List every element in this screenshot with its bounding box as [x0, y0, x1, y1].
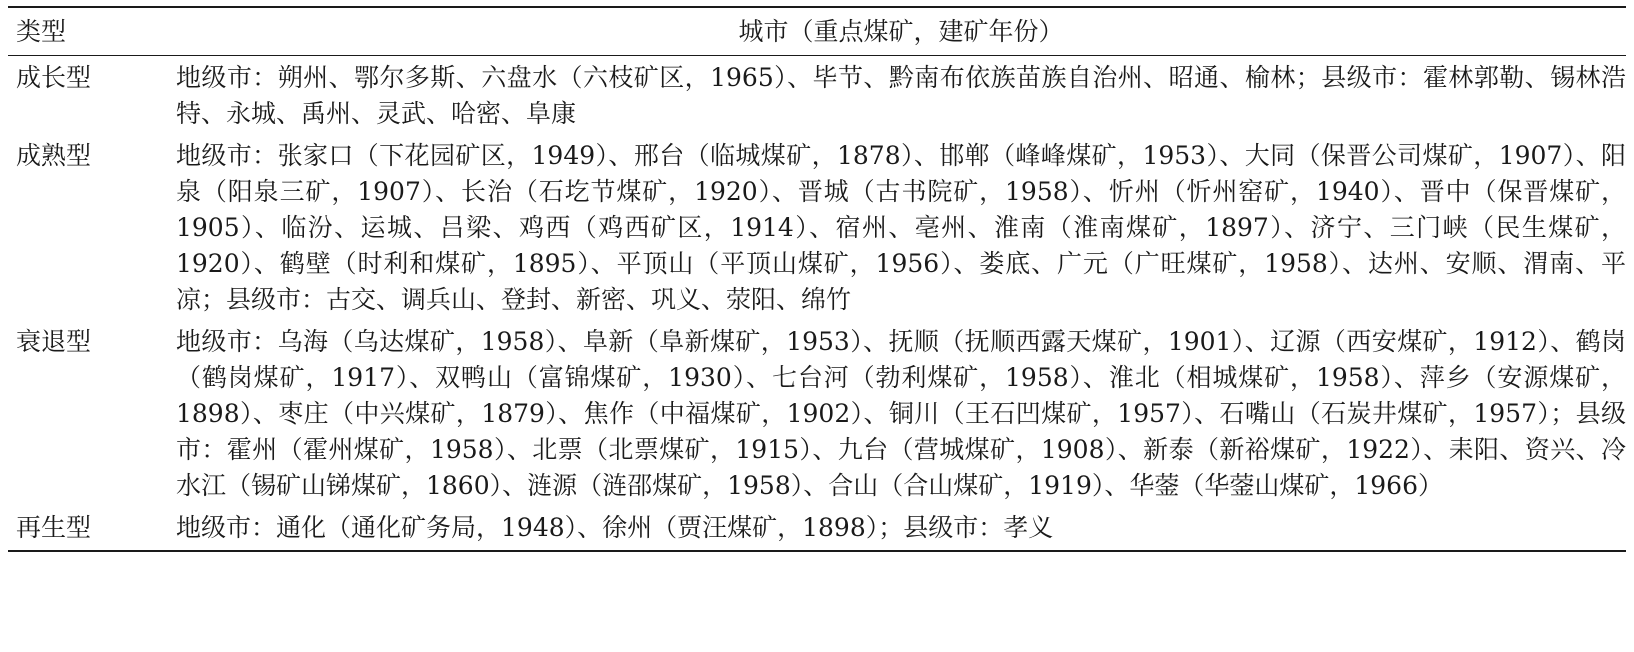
table-body: [8, 56, 1626, 552]
table-row-mature: [8, 135, 1626, 321]
row-type-label: 衰退型: [16, 327, 92, 356]
table-row-regenerative: [8, 507, 1626, 551]
row-type-label: 成熟型: [16, 141, 92, 170]
row-city-list: 地级市：张家口（下花园矿区，1949）、邢台（临城煤矿，1878）、邯郸（峰峰煤矿，1953）、大同（保晋公司煤矿，1907）、阳泉（阳泉三矿，1907）、长治（石圪节煤矿，1920）、晋城（古书院矿，1958）、忻州（忻州窑矿，1940）、晋中（保晋煤矿，1905）、临汾、运城、吕梁、鸡西（鸡西矿区，1914）、宿州、亳州、淮南（淮南煤矿，1897）、济宁、三门峡（民生煤矿，1920）、鹤壁（时利和煤矿，1895）、平顶山（平顶山煤矿，1956）、娄底、广元（广旺煤矿，1958）、达州、安顺、渭南、平凉；县级市：古交、调兵山、登封、新密、巩义、荥阳、绵竹: [176, 141, 1626, 314]
table-row-growth: [8, 56, 1626, 136]
header-row: [8, 7, 1626, 56]
coal-city-table: [8, 6, 1626, 552]
table-header: [8, 7, 1626, 56]
row-city-list: 地级市：通化（通化矿务局，1948）、徐州（贾汪煤矿，1898）；县级市：孝义: [176, 513, 1054, 542]
row-type-label: 成长型: [16, 63, 92, 92]
row-type-label: 再生型: [16, 513, 92, 542]
table-row-decline: [8, 321, 1626, 507]
header-cities: 城市（重点煤矿，建矿年份）: [738, 17, 1064, 46]
header-type: 类型: [16, 17, 67, 46]
coal-city-table-container: [8, 6, 1626, 552]
row-city-list: 地级市：朔州、鄂尔多斯、六盘水（六枝矿区，1965）、毕节、黔南布依族苗族自治州、昭通、榆林；县级市：霍林郭勒、锡林浩特、永城、禹州、灵武、哈密、阜康: [176, 63, 1626, 128]
row-city-list: 地级市：乌海（乌达煤矿，1958）、阜新（阜新煤矿，1953）、抚顺（抚顺西露天煤矿，1901）、辽源（西安煤矿，1912）、鹤岗（鹤岗煤矿，1917）、双鸭山（富锦煤矿，1930）、七台河（勃利煤矿，1958）、淮北（相城煤矿，1958）、萍乡（安源煤矿，1898）、枣庄（中兴煤矿，1879）、焦作（中福煤矿，1902）、铜川（王石凹煤矿，1957）、石嘴山（石炭井煤矿，1957）；县级市：霍州（霍州煤矿，1958）、北票（北票煤矿，1915）、九台（营城煤矿，1908）、新泰（新裕煤矿，1922）、耒阳、资兴、冷水江（锡矿山锑煤矿，1860）、涟源（涟邵煤矿，1958）、合山（合山煤矿，1919）、华蓥（华蓥山煤矿，1966）: [176, 327, 1626, 500]
